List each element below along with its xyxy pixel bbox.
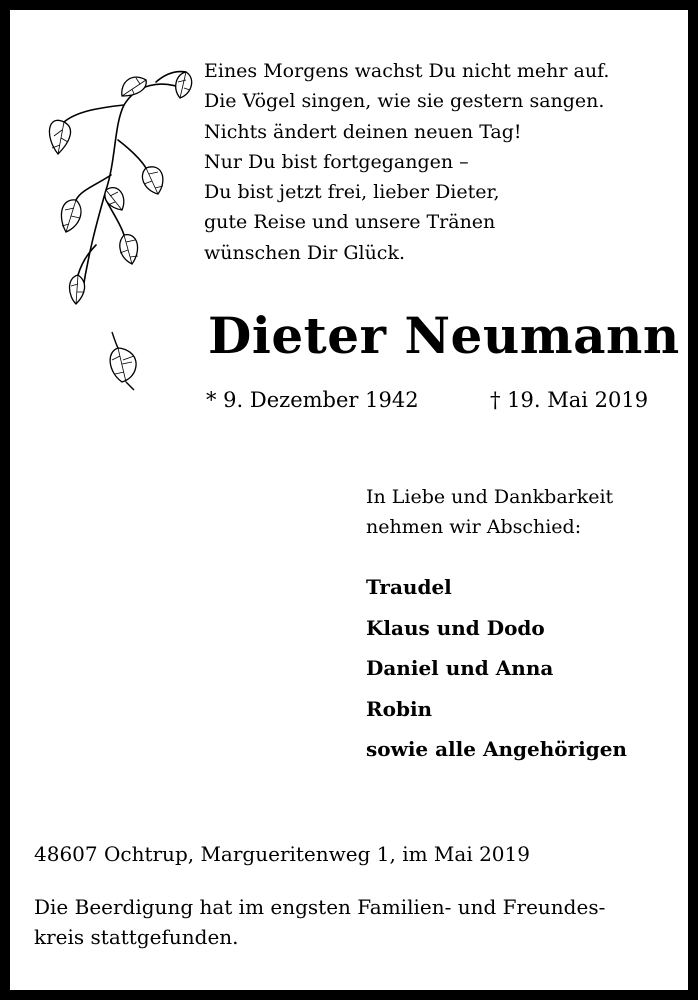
farewell-text — [366, 482, 613, 542]
poem-line: Die Vögel singen, wie sie gestern sangen. — [204, 90, 605, 113]
mourner-name: Klaus und Dodo — [366, 615, 545, 640]
obituary-card — [10, 10, 688, 990]
memorial-poem — [204, 56, 609, 268]
funeral-notice — [34, 892, 674, 952]
poem-line: Eines Morgens wachst Du nicht mehr auf. — [204, 60, 610, 82]
farewell-line: nehmen wir Abschied: — [366, 516, 582, 538]
funeral-line: kreis stattgefunden. — [34, 925, 239, 949]
poem-line: Nur Du bist fortgegangen – — [204, 150, 469, 173]
deceased-name: Dieter Neumann — [208, 306, 680, 365]
death-date: † 19. Mai 2019 — [490, 388, 649, 412]
birth-date: * 9. Dezember 1942 — [206, 388, 419, 412]
address-line: 48607 Ochtrup, Margueritenweg 1, im Mai 2019 — [34, 842, 530, 866]
poem-line: wünschen Dir Glück. — [204, 241, 406, 264]
mourner-name: Daniel und Anna — [366, 656, 554, 680]
falling-leaf-icon — [102, 328, 146, 392]
mourner-name: Traudel — [366, 575, 452, 599]
funeral-line: Die Beerdigung hat im engsten Familien- und Freundes- — [34, 895, 606, 919]
farewell-line: In Liebe und Dankbarkeit — [366, 486, 614, 508]
mourner-name: Robin — [366, 696, 433, 721]
mourners-list — [366, 567, 627, 770]
poem-line: gute Reise und unsere Tränen — [204, 211, 496, 234]
mourner-name: sowie alle Angehörigen — [366, 737, 627, 761]
poem-line: Du bist jetzt frei, lieber Dieter, — [204, 181, 500, 204]
birch-branch-icon — [36, 50, 196, 330]
poem-line: Nichts ändert deinen neuen Tag! — [204, 120, 522, 143]
